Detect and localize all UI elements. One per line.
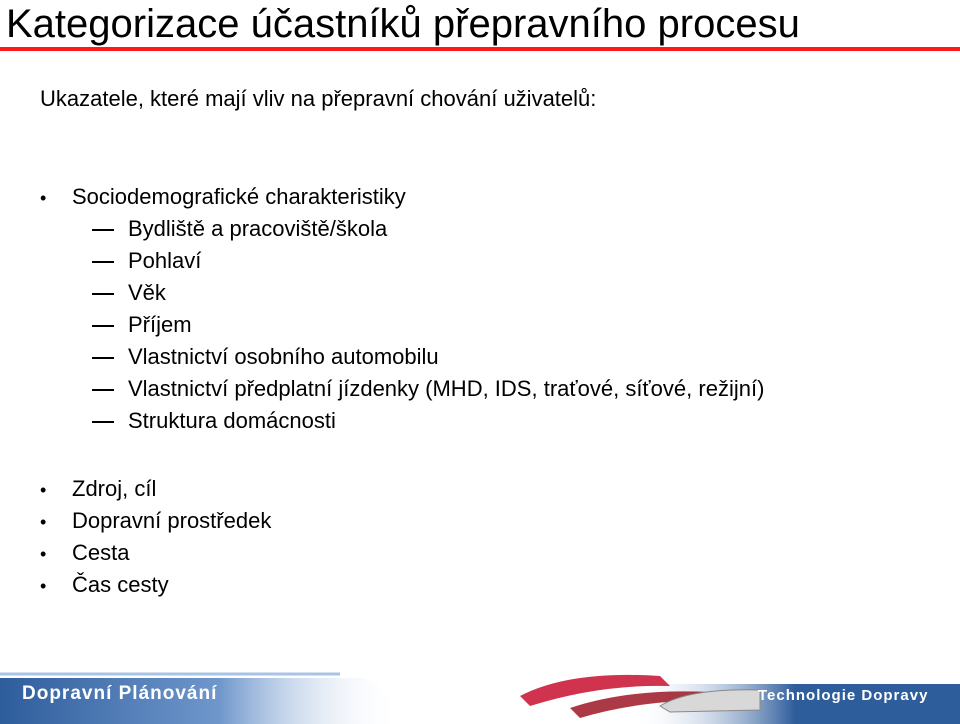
bullet-marker: • xyxy=(40,480,47,500)
sub-item-bydliste: Bydliště a pracoviště/škola xyxy=(128,216,388,241)
dash-marker xyxy=(92,293,114,295)
right-logo-text: Technologie Dopravy xyxy=(758,687,929,704)
dash-marker xyxy=(92,389,114,391)
item-cas-cesty: Čas cesty xyxy=(72,572,169,597)
bullet-marker: • xyxy=(40,544,47,564)
subtitle: Ukazatele, které mají vliv na přepravní chování uživatelů: xyxy=(40,86,597,111)
dash-marker xyxy=(92,325,114,327)
dopravni-planovani-logo xyxy=(0,666,400,724)
page-title: Kategorizace účastníků přepravního procesu xyxy=(6,2,800,46)
technologie-dopravy-logo xyxy=(510,666,960,724)
sub-item-jizdenka: Vlastnictví předplatní jízdenky (MHD, IDS, traťové, síťové, režijní) xyxy=(128,376,765,401)
sub-item-domacnost: Struktura domácnosti xyxy=(128,408,336,433)
bullet-marker: • xyxy=(40,188,47,208)
bullet-marker: • xyxy=(40,576,47,596)
sub-item-prijem: Příjem xyxy=(128,312,192,337)
title-underline xyxy=(0,47,960,51)
dash-marker xyxy=(92,357,114,359)
sub-item-pohlavi: Pohlaví xyxy=(128,248,202,273)
dash-marker xyxy=(92,229,114,231)
bullet-marker: • xyxy=(40,512,47,532)
item-dopravni-prostredek: Dopravní prostředek xyxy=(72,508,272,533)
sub-item-vek: Věk xyxy=(128,280,166,305)
item-cesta: Cesta xyxy=(72,540,130,565)
item-zdroj-cil: Zdroj, cíl xyxy=(72,476,157,501)
left-logo-text: Dopravní Plánování xyxy=(22,683,218,704)
dash-marker xyxy=(92,421,114,423)
sub-item-automobil: Vlastnictví osobního automobilu xyxy=(128,344,439,369)
group1-heading: Sociodemografické charakteristiky xyxy=(72,184,406,209)
dash-marker xyxy=(92,261,114,263)
